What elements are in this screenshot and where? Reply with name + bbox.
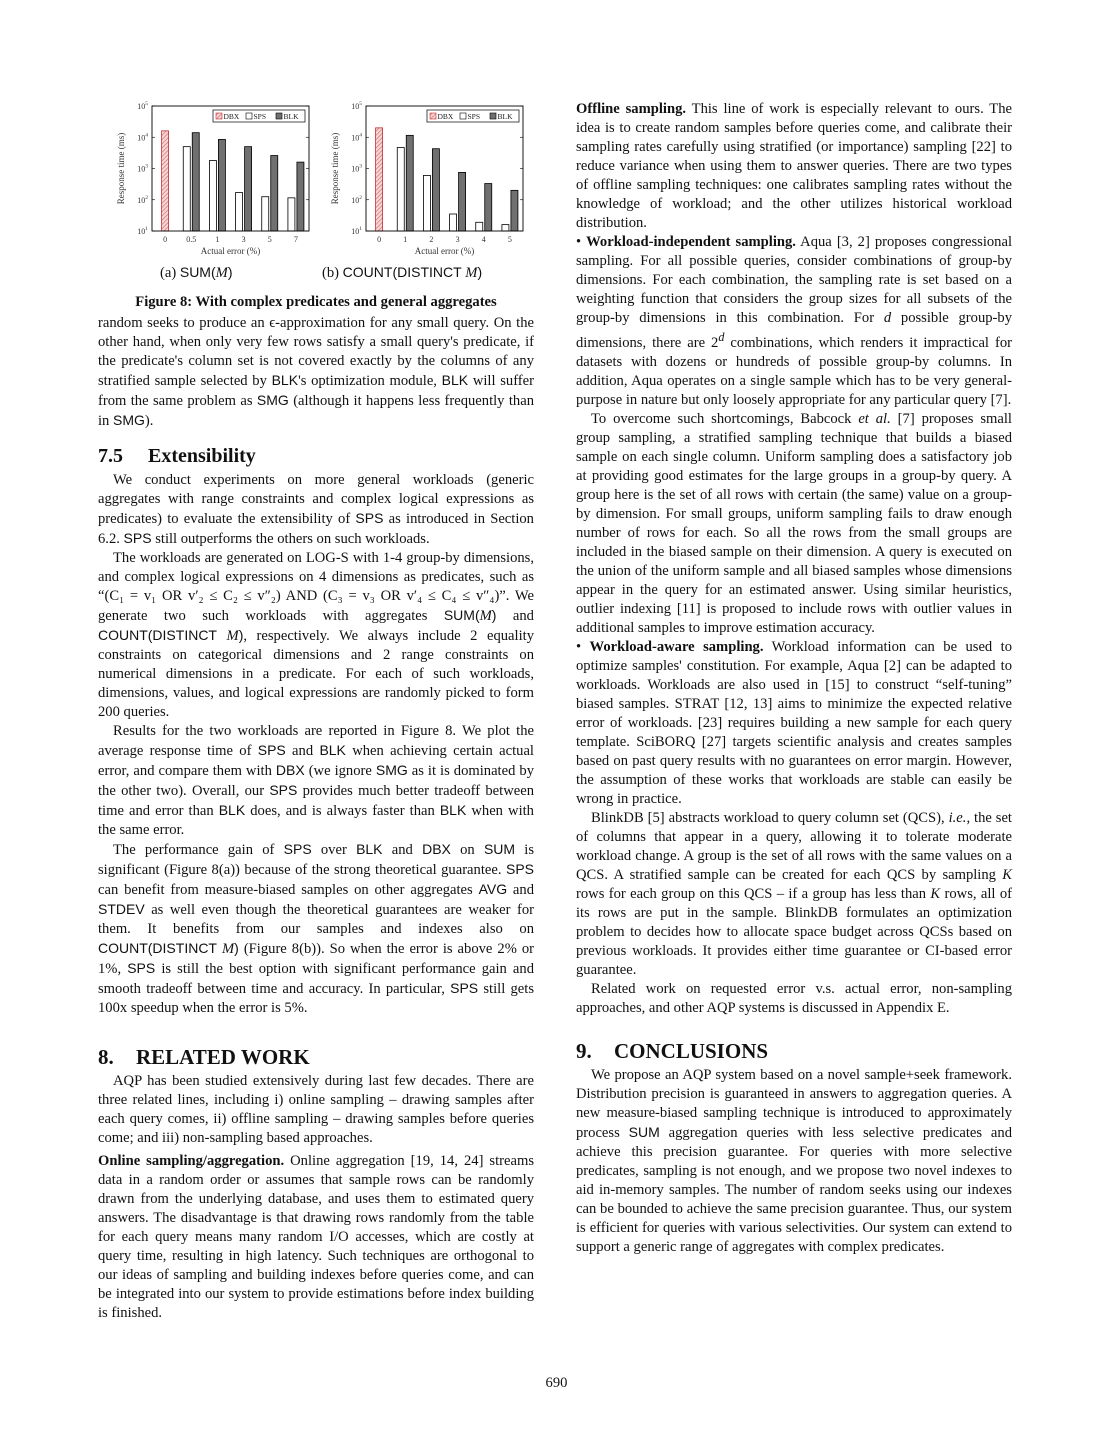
paragraph-heading: Online sampling/aggregation. (98, 1153, 285, 1169)
text: (although it happens less frequently than in (98, 393, 534, 429)
svg-text:0: 0 (377, 235, 382, 244)
text: (we ignore (304, 763, 376, 779)
svg-text:5: 5 (507, 235, 512, 244)
svg-text:103: $10^3$ (351, 163, 362, 174)
paragraph-extensibility (98, 471, 534, 549)
paragraph-appendix-ref: Related work on requested error v.s. actual error, non-sampling approaches, and other AQP systems is discussed in Appendix E. (576, 980, 1012, 1016)
svg-text:Actual error (%): Actual error (%) (200, 246, 261, 256)
subcaption-a (160, 263, 232, 283)
subcaption-b-var: M (465, 265, 478, 281)
text-italic: i.e. (948, 809, 967, 826)
svg-text:Response time (ms): Response time (ms) (116, 132, 126, 205)
text-sans: ) (491, 607, 497, 623)
svg-text:105: $10^5$ (137, 101, 148, 111)
text-sans: BLK (441, 372, 469, 388)
bar-chart-b (326, 100, 526, 260)
svg-text:101: $10^1$ (351, 226, 362, 236)
bar-chart-a (112, 100, 312, 260)
text: (Figure 8(b)). So when the error is above 2% or 1%, (98, 941, 535, 977)
text: The workloads are generated on LOG-S with 1-4 group-by dimensions, and complex logical expressions on 4 dimensions as predicates, such as “(C₁ = v₁ OR v′₂ ≤ C₂ ≤ v″₂) AND (C₃ = v₃ OR v′₄ ≤ C₄ ≤ v″₄)”. We generate two such workloads with aggregates (98, 550, 534, 624)
section-7-5-heading (98, 443, 534, 469)
text: on (450, 842, 484, 858)
svg-text:101: $10^1$ (137, 226, 148, 236)
math-var: M (221, 941, 235, 957)
text: still outperforms the others on such workloads. (151, 531, 430, 547)
text: is still the best option with significant performance gain and smooth tradeoff between time and accuracy. In particular, (98, 961, 534, 997)
text: provides much better tradeoff between time and error than (98, 783, 534, 819)
text-sans: SPS (269, 782, 298, 798)
text: does, and is always faster than (245, 803, 440, 819)
bullet-icon: • (576, 234, 587, 250)
text: when achieving certain actual error, and compare them with (98, 743, 534, 779)
text: will suffer from the same problem as (98, 373, 534, 409)
text-sans: ) (238, 627, 244, 643)
section-8-heading (98, 1044, 534, 1070)
text-sans: SPS (257, 742, 286, 758)
svg-text:5: 5 (267, 235, 272, 244)
subcaption-b-suffix: ) (477, 264, 483, 280)
text-sans: BLK (439, 802, 467, 818)
text: ). (144, 413, 154, 429)
text-sans: SPS (505, 861, 534, 877)
text-sans: AVG (478, 881, 508, 897)
text: and (382, 842, 423, 858)
text-sans: SMG (375, 762, 408, 778)
text: rows for each group on this QCS – if a group has less than (576, 885, 931, 902)
subcaption-a-func: SUM( (179, 264, 216, 280)
text: as introduced in Section 6.2. (98, 511, 534, 547)
paragraph-workload-independent (576, 233, 1012, 410)
text: Workload information can be used to optimize samples' constitution. For example, Aqua [2] can be adapted to workloads. Workloads are also used in [15] to construct “self-tuning” biased samples. STRAT [12, 13] aims to minimize the expected relative error of workloads. [23] requires building a new sample for each query template. SciBORQ [27] targets scientific analysis and creates samples based on past query results with no guarantees on error margin. However, the assumption of these works that workloads are stable can easily be wrong in practice. (576, 638, 1012, 807)
section-number: 9. (576, 1038, 592, 1063)
section-number: 7.5 (98, 445, 123, 467)
text-sans: SUM( (443, 607, 480, 623)
text-sans: SPS (127, 960, 156, 976)
svg-text:1: 1 (403, 235, 408, 244)
paragraph-offline-sampling (576, 100, 1012, 233)
text: We propose an AQP system based on a novel sample+seek framework. Distribution precision is guaranteed in answers to aggregation queries. A new measure-biased sampling technique is introduced to approximately process (576, 1066, 1012, 1141)
text-sans: DBX (422, 841, 451, 857)
svg-text:SPS: SPS (467, 112, 481, 121)
paragraph-seeks (98, 314, 534, 431)
text: Results for the two workloads are reported in Figure 8. We plot the average response time of (98, 723, 534, 759)
paragraph-aqp-intro: AQP has been studied extensively during last few decades. There are three related lines, including i) online sampling – drawing samples after each query comes, ii) offline sampling – drawing samples before queries come; and iii) non-sampling based approaches. (98, 1073, 534, 1146)
svg-text:0: 0 (163, 235, 168, 244)
svg-text:Response time (ms): Response time (ms) (330, 132, 340, 205)
chart-a-sum (112, 100, 312, 260)
paragraph-blinkdb (576, 809, 1012, 980)
text: [7] proposes small group sampling, a stratified sampling technique that builds a biased sample on each single column. Uniform sampling does a satisfactory job at providing good estimates for the large groups in a group-by query. A group here is the set of all rows with certain (the same) value on a group-by dimension. For small groups, uniform sampling fails to draw enough number of rows for each. So all the rows from the small groups are included in the biased sample on their dimension. A query is executed on the union of the uniform sample and all biased samples whose dimensions appear in the query for an estimated answer. Using similar heuristics, outlier indexing [11] is proposed to include rows with outlier values in additional samples to improve estimation accuracy. (576, 410, 1012, 636)
text: The performance gain of (113, 842, 284, 858)
text-sans: BLK (319, 742, 346, 758)
text-sans: BLK (356, 841, 383, 857)
paragraph-workloads (98, 549, 534, 722)
section-title: CONCLUSIONS (614, 1038, 769, 1063)
text: BlinkDB [5] abstracts workload to query column set (QCS), (591, 809, 949, 826)
svg-text:102: $10^2$ (351, 194, 362, 205)
svg-text:BLK: BLK (497, 112, 513, 121)
text: Aqua [3, 2] proposes congressional sampling. For all possible queries, consider combinations of group-by dimensions. For each combination, the sampling rate is set based on a weighting function that considers the group sizes for all subsets of the group-by dimensions in this combination. For (576, 234, 1012, 326)
page-number: 690 (545, 1375, 568, 1391)
text: aggregation queries with less selective predicates and achieve this precision guarantee. For queries with more selective predicates, sampling is not enough, and we propose two novel indexes to aid in-memory samples. The number of random seeks using our indexes can be bounded to achieve the same precision guarantee. Thus, our system is efficient for queries with various selectivities. Our system can extend to support a generic range of aggregates with complex predicates. (576, 1124, 1012, 1255)
svg-text:DBX: DBX (223, 112, 240, 121)
text-sans: SUM (483, 841, 516, 857)
paragraph-performance (98, 840, 534, 1018)
text: and (496, 608, 534, 624)
math-sup: d (718, 330, 725, 344)
text: as it is dominated by the other two). Overall, our (98, 763, 534, 799)
text-sans: BLK (218, 802, 246, 818)
text: , respectively. We always include 2 equality constraints on categorical dimensions and 2 range constraints on numerical dimensions in a predicate. For each of such workloads, dimensions, values, and logical expressions are randomly picked to form 200 queries. (98, 628, 534, 720)
svg-text:2: 2 (429, 235, 434, 244)
paragraph-babcock (576, 410, 1012, 638)
svg-text:102: $10^2$ (137, 194, 148, 205)
chart-b-count-distinct (326, 100, 526, 260)
svg-text:7: 7 (293, 235, 298, 244)
text: can benefit from measure-biased samples on other aggregates (98, 882, 479, 898)
text: still gets 100x speedup when the error is 5%. (98, 981, 535, 1016)
text: 's optimization module, (298, 373, 442, 389)
paragraph-online-sampling (98, 1152, 534, 1323)
svg-text:DBX: DBX (437, 112, 454, 121)
text-sans: SMG (113, 412, 145, 428)
figure-caption: Figure 8: With complex predicates and general aggregates (135, 294, 497, 310)
svg-text:Actual error (%): Actual error (%) (414, 246, 475, 256)
text: and (285, 743, 320, 759)
bullet-icon: • (576, 638, 590, 655)
svg-text:104: $10^4$ (351, 132, 362, 143)
svg-text:3: 3 (455, 235, 460, 244)
svg-text:SPS: SPS (253, 112, 267, 121)
figure-8 (98, 100, 534, 314)
section-title: Extensibility (148, 445, 256, 467)
subcaption-a-suffix: ) (227, 264, 233, 280)
text-sans: ) (234, 940, 239, 956)
text-sans: SPS (123, 530, 152, 546)
text-sans: BLK (271, 372, 299, 388)
text: as well even though the theoretical guarantees are weaker for them. It benefits from our samples and indexes also on (98, 902, 534, 937)
text-sans: DBX (275, 762, 305, 778)
text-sans: COUNT(DISTINCT (98, 940, 222, 956)
subcaption-b (322, 263, 482, 283)
svg-text:103: $10^3$ (137, 163, 148, 174)
math-var: K (930, 885, 941, 902)
left-column (98, 100, 534, 1323)
svg-text:BLK: BLK (283, 112, 299, 121)
text: and (507, 882, 534, 898)
paragraph-conclusions (576, 1066, 1012, 1257)
text-sans: SPS (355, 510, 384, 526)
paragraph-body: This line of work is especially relevant to ours. The idea is to create random samples before queries come, and calibrate their sampling rates carefully using stratified (or importance) sampling [22] to reduce variance when using them to answer queries. There are two types of offline sampling techniques: one calibrates sampling rates without the knowledge of workload; and the other utilizes historical workload distribution. (576, 101, 1012, 231)
text-sans: SUM (628, 1123, 660, 1140)
paragraph-heading: Workload-aware sampling. (589, 638, 764, 655)
paragraph-workload-aware (576, 638, 1012, 809)
text-italic: et al. (858, 410, 891, 427)
text: is significant (Figure 8(a)) because of the strong theoretical guarantee. (98, 842, 535, 878)
paragraph-body: Online aggregation [19, 14, 24] streams data in a random order or assumes that sample rows can be randomly drawn from the underlying database, and uses them to estimated query answers. The disadvantage is that drawing rows randomly from the table for each query means many random I/O accesses, which are costly at query time, resulting in high latency. Such techniques are orthogonal to our ideas of sampling and building indexes before queries come, and can be integrated into our system to provide estimations before index building is finished. (98, 1153, 534, 1321)
subcaption-b-prefix: (b) (322, 265, 343, 281)
subcaption-a-var: M (215, 265, 228, 281)
svg-text:105: $10^5$ (351, 101, 362, 111)
paragraph-heading: Offline sampling. (576, 101, 687, 117)
math-var: K (1002, 866, 1012, 883)
svg-text:0.5: 0.5 (186, 235, 197, 244)
svg-text:3: 3 (241, 235, 246, 244)
subcaption-a-prefix: (a) (160, 265, 180, 281)
subcaption-b-func: COUNT(DISTINCT (342, 264, 466, 280)
math-var: d (883, 310, 892, 326)
svg-text:4: 4 (481, 235, 486, 244)
text: , the set of columns that appear in a query, allowing it to tolerate moderate workload change. A group is the set of all rows with the same values on a QCS. A stratified sample can be created for each QCS by sampling (576, 809, 1012, 883)
text: We conduct experiments on more general workloads (generic aggregates with range constraints and complex logical expressions as predicates) to evaluate the extensibility of (98, 472, 534, 527)
text-sans: SPS (450, 980, 479, 996)
text: combinations, which renders it impractical for datasets with dozens or hundreds of possible group-by columns. In addition, Aqua operates on a single sample which has to be very general-purpose in nature but only loosely appropriate for any particular query [7]. (576, 334, 1012, 408)
svg-text:1: 1 (215, 235, 220, 244)
text-sans: COUNT(DISTINCT (98, 627, 227, 643)
paragraph-heading: Workload-independent sampling. (586, 234, 796, 250)
text: possible group-by dimensions, there are 2 (576, 310, 1012, 351)
text: To overcome such shortcomings, Babcock (591, 410, 859, 427)
right-column (576, 100, 1012, 1257)
text-sans: SMG (256, 392, 289, 408)
text: rows, all of its rows are put in the sample. BlinkDB formulates an optimization problem to decides how to allocate space budget across QCSs based on previous workloads. It provides either time guarantee or CI-based error guarantee. (576, 885, 1012, 978)
text-sans: SPS (283, 841, 312, 857)
text-sans: STDEV (98, 901, 145, 917)
text: over (311, 842, 357, 858)
math-var: M (479, 608, 492, 624)
svg-text:104: $10^4$ (137, 132, 148, 143)
text: random seeks to produce an ϵ-approximation for any small query. On the other hand, when only very few rows satisfy a small query's predicate, if the predicate's column set is not covered exactly by the columns of any stratified sample selected by (98, 315, 534, 389)
section-title: RELATED WORK (136, 1045, 310, 1069)
section-number: 8. (98, 1045, 114, 1069)
text: when with the same error. (98, 803, 534, 838)
paragraph-results (98, 722, 534, 840)
section-9-heading (576, 1038, 1012, 1064)
math-var: M (226, 628, 239, 644)
